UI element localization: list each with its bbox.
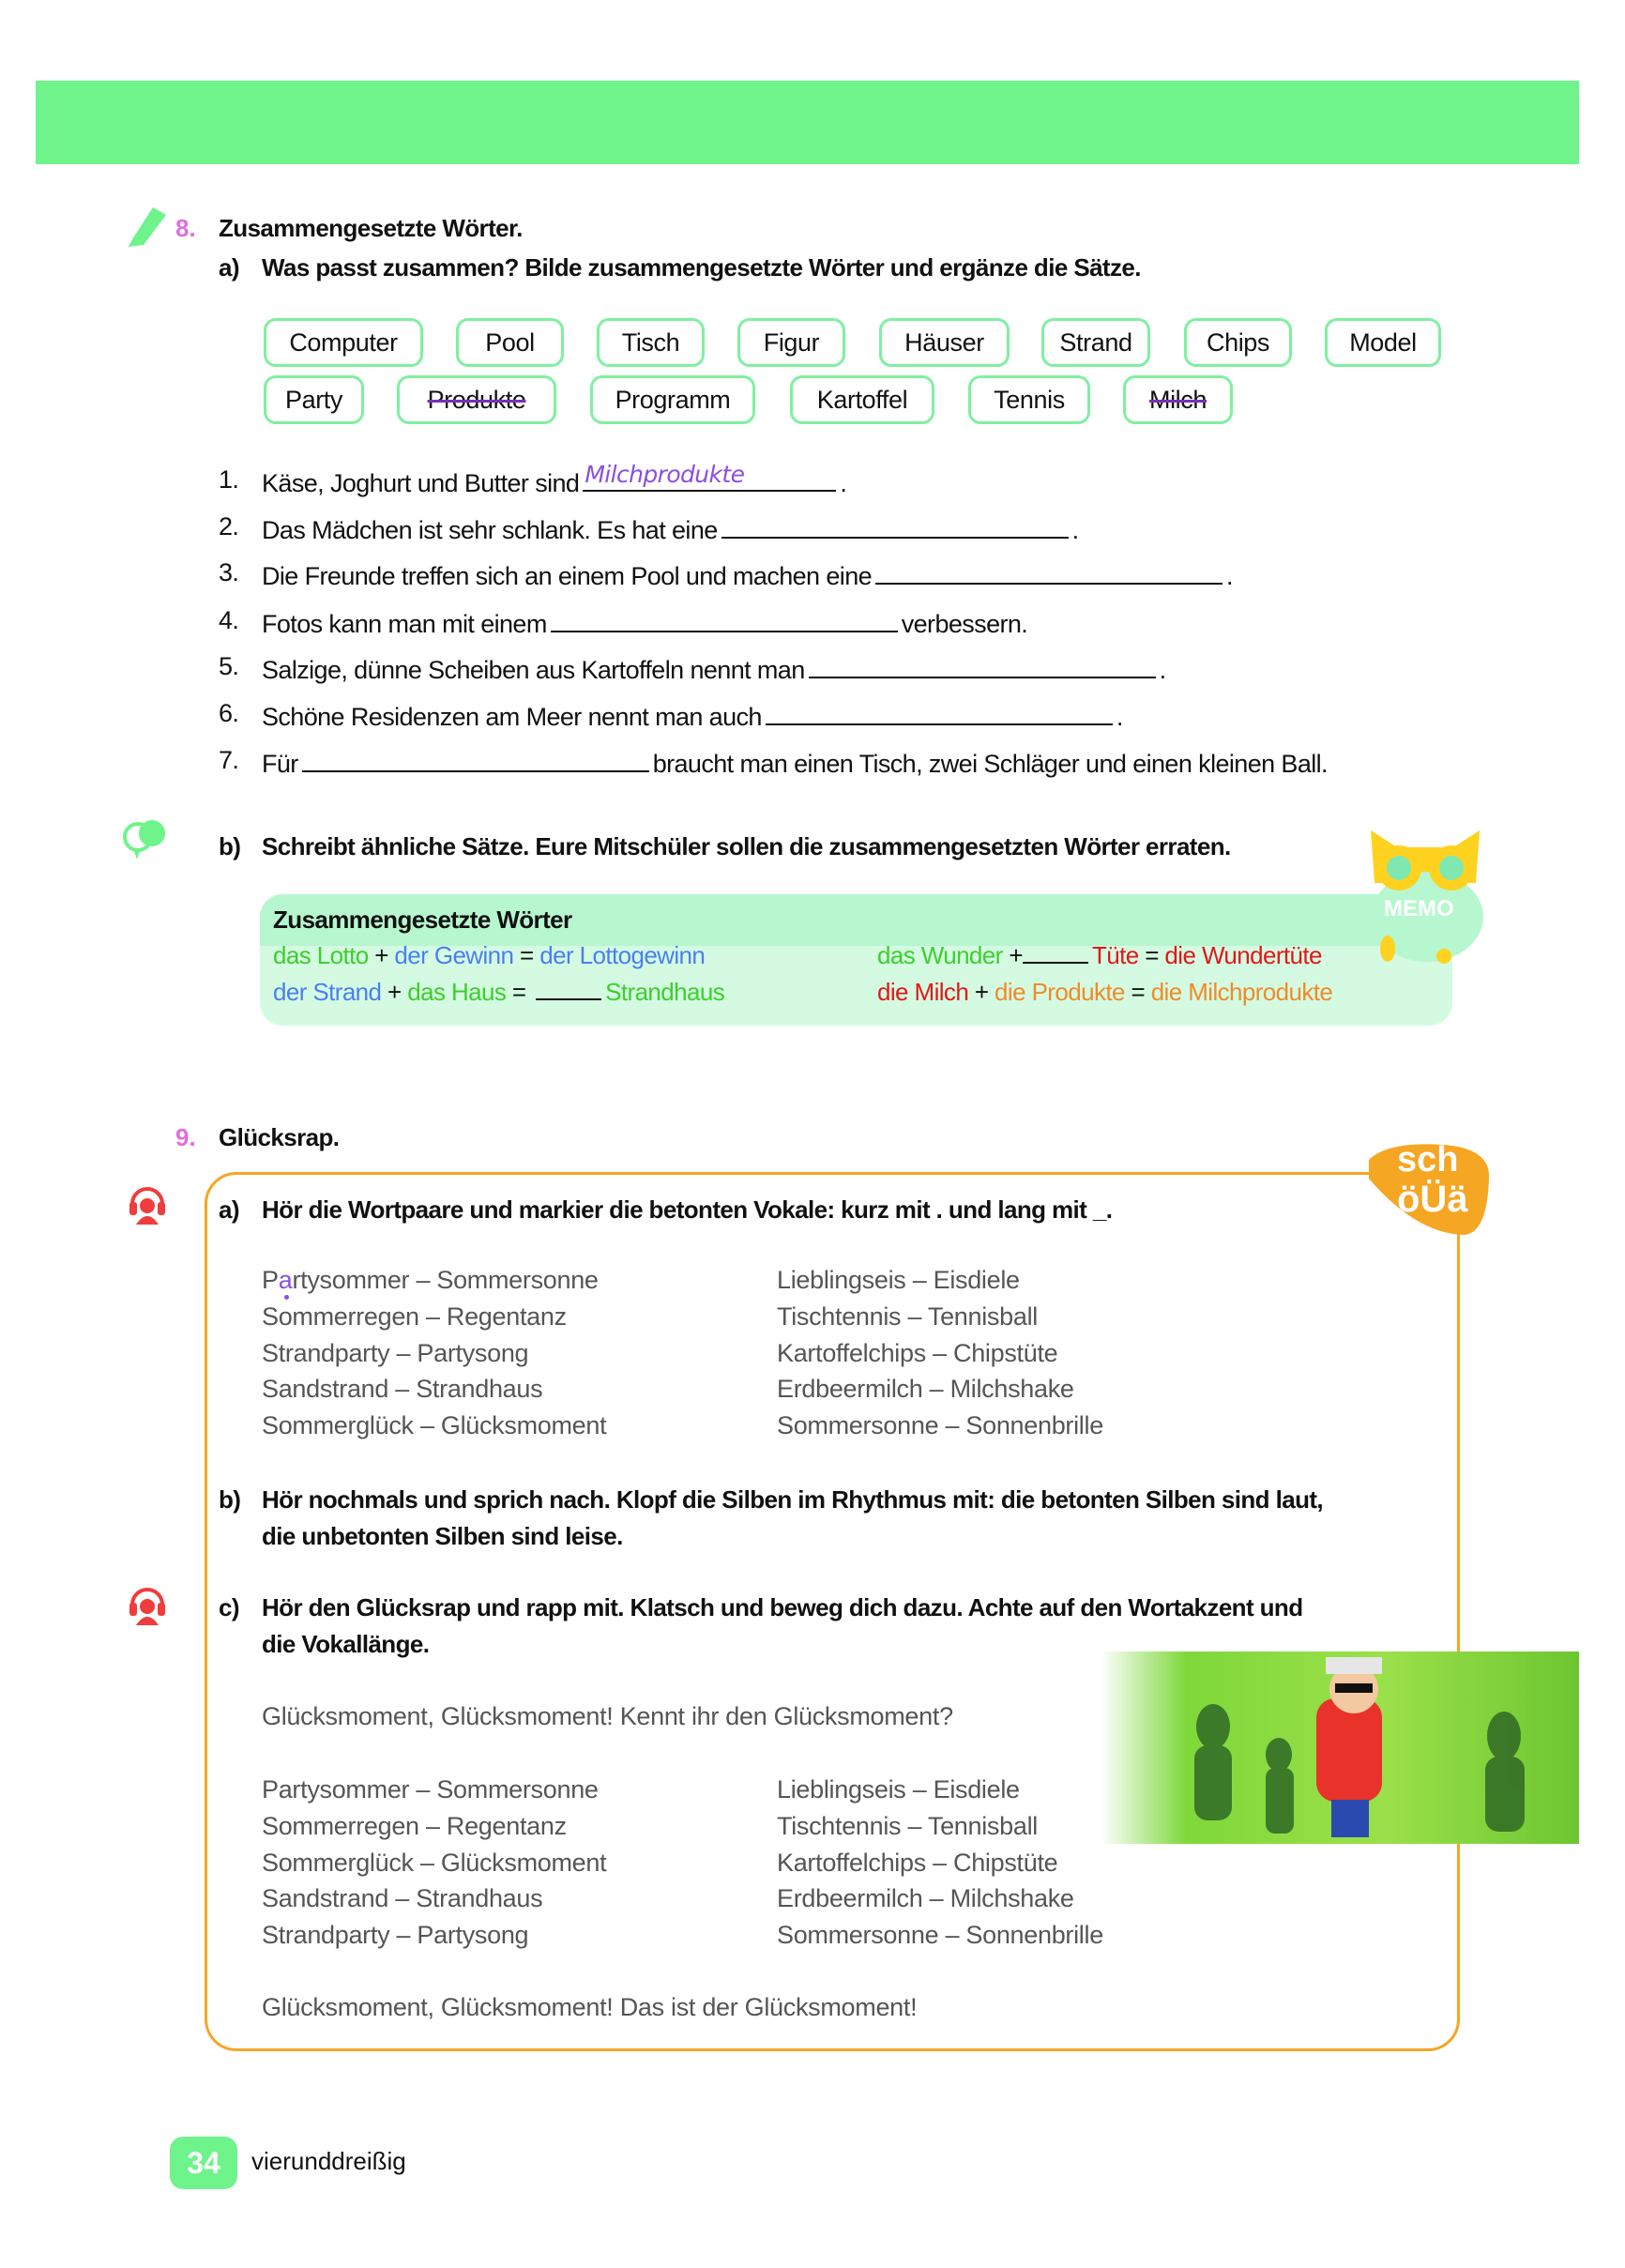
word-pair: Sandstrand – Strandhaus	[262, 1884, 543, 1913]
task-instruction: Hör die Wortpaare und markier die betonten Vokale: kurz mit . und lang mit _.	[262, 1195, 1113, 1224]
word-chip: Häuser	[879, 318, 1010, 367]
word-chip: Tisch	[597, 318, 705, 367]
task-label: a)	[219, 253, 239, 282]
task-instruction: Hör den Glücksrap und rapp mit. Klatsch und beweg dich dazu. Achte auf den Wortakzent und	[262, 1593, 1303, 1621]
headphones-icon[interactable]	[127, 1180, 168, 1226]
answer-blank[interactable]	[721, 512, 1069, 539]
word-chip: Programm	[590, 375, 755, 424]
memo-badge: MEMO	[1384, 896, 1454, 921]
sentence-number: 3.	[219, 558, 239, 586]
task-instruction: die unbetonten Silben sind leise.	[262, 1522, 623, 1550]
word-pair: Lieblingseis – Eisdiele	[777, 1266, 1020, 1294]
sentence-number: 4.	[219, 606, 239, 634]
word-chip: Figur	[737, 318, 845, 367]
word-pair: Partysommer – Sommersonne	[262, 1775, 599, 1804]
task-instruction: Hör nochmals und sprich nach. Klopf die Silben im Rhythmus mit: die betonten Silben sind laut,	[262, 1485, 1324, 1514]
word-pair: Sandstrand – Strandhaus	[262, 1375, 543, 1404]
word-pair: Sommerglück – Glücksmoment	[262, 1848, 607, 1877]
sentence-number: 2.	[219, 512, 239, 540]
sentence-number: 1.	[219, 465, 239, 494]
task-label: c)	[219, 1593, 239, 1621]
word-pair: Lieblingseis – Eisdiele	[777, 1775, 1020, 1804]
answer-blank[interactable]	[583, 461, 836, 492]
rap-illustration	[1101, 1652, 1579, 1844]
word-pair: Strandparty – Partysong	[262, 1921, 529, 1950]
exercise-number: 9.	[175, 1123, 196, 1151]
word-pair: Partysommer – Sommersonne	[262, 1266, 599, 1294]
handwritten-answer: Milchprodukte	[585, 461, 745, 488]
word-pair: Kartoffelchips – Chipstüte	[777, 1338, 1058, 1367]
answer-blank[interactable]	[875, 558, 1223, 585]
word-chip: Computer	[264, 318, 423, 367]
sentence-number: 6.	[219, 699, 239, 727]
vowel-mark: a	[278, 1266, 293, 1294]
memo-row: das Lotto + der Gewinn = der Lottogewinn	[273, 941, 706, 969]
pencil-icon	[125, 202, 170, 247]
word-chip: Party	[264, 375, 364, 424]
word-chip: Chips	[1184, 318, 1292, 367]
word-chip: Strand	[1041, 318, 1150, 367]
task-instruction: die Vokallänge.	[262, 1630, 430, 1658]
task-label: b)	[219, 832, 241, 860]
word-pair: Tischtennis – Tennisball	[777, 1811, 1038, 1840]
word-chip: Kartoffel	[790, 375, 934, 424]
word-chip: Tennis	[968, 375, 1090, 424]
word-chip: Milch	[1123, 375, 1233, 424]
word-pair: Sommerregen – Regentanz	[262, 1301, 567, 1331]
speech-bubbles-icon	[120, 818, 171, 861]
sound-badge: sch öÜä	[1359, 1141, 1493, 1237]
sentence: Das Mädchen ist sehr schlank. Es hat eine .	[262, 512, 1079, 545]
word-pair: Tischtennis – Tennisball	[777, 1301, 1038, 1331]
word-chip: Produkte	[397, 375, 556, 424]
answer-blank[interactable]	[809, 652, 1156, 678]
sentence-number: 5.	[219, 652, 239, 680]
sentence: Fotos kann man mit einem verbessern.	[262, 606, 1027, 639]
exercise-title: Glücksrap.	[219, 1123, 340, 1151]
task-instruction: Was passt zusammen? Bilde zusammengesetzte Wörter und ergänze die Sätze.	[262, 253, 1141, 282]
exercise-title: Zusammengesetzte Wörter.	[219, 214, 523, 242]
memo-box	[260, 894, 1452, 1026]
word-pair: Erdbeermilch – Milchshake	[777, 1375, 1074, 1404]
sentence: Salzige, dünne Scheiben aus Kartoffeln nennt man .	[262, 652, 1166, 685]
task-label: a)	[219, 1195, 239, 1224]
word-pair: Kartoffelchips – Chipstüte	[777, 1848, 1058, 1877]
word-pair: Sommersonne – Sonnenbrille	[777, 1921, 1103, 1950]
word-pair: Sommersonne – Sonnenbrille	[777, 1411, 1103, 1440]
header-banner	[36, 81, 1579, 164]
sentence-number: 7.	[219, 746, 239, 774]
page-number-word: vierunddreißig	[251, 2147, 406, 2175]
word-pair: Sommerregen – Regentanz	[262, 1811, 567, 1840]
memo-owl	[1359, 827, 1491, 964]
word-pair: Strandparty – Partysong	[262, 1338, 529, 1367]
sentence: Die Freunde treffen sich an einem Pool und machen eine .	[262, 558, 1233, 591]
word-chip: Pool	[456, 318, 564, 367]
answer-blank[interactable]	[766, 699, 1113, 725]
word-chip: Model	[1325, 318, 1441, 367]
rap-intro: Glücksmoment, Glücksmoment! Kennt ihr den Glücksmoment?	[262, 1702, 953, 1730]
sentence: Schöne Residenzen am Meer nennt man auch .	[262, 699, 1123, 732]
rap-outro: Glücksmoment, Glücksmoment! Das ist der Glücksmoment!	[262, 1993, 918, 2021]
answer-blank[interactable]	[302, 746, 649, 772]
memo-heading: Zusammengesetzte Wörter	[273, 906, 572, 934]
task-label: b)	[219, 1485, 241, 1514]
headphones-icon[interactable]	[127, 1580, 168, 1627]
sentence: Käse, Joghurt und Butter sind Milchprodukte .	[262, 461, 847, 497]
word-pair: Sommerglück – Glücksmoment	[262, 1411, 607, 1440]
sentence: Für braucht man einen Tisch, zwei Schläger und einen kleinen Ball.	[262, 746, 1328, 779]
word-pair: Erdbeermilch – Milchshake	[777, 1884, 1074, 1913]
memo-row: der Strand + das Haus = Strandhaus	[273, 978, 725, 1006]
task-instruction: Schreibt ähnliche Sätze. Eure Mitschüler sollen die zusammengesetzten Wörter erraten.	[262, 832, 1231, 860]
memo-row: die Milch + die Produkte = die Milchprodukte	[877, 978, 1333, 1006]
page-number: 34	[170, 2137, 237, 2189]
exercise-number: 8.	[175, 214, 196, 242]
answer-blank[interactable]	[551, 606, 898, 632]
memo-row: das Wunder + Tüte = die Wundertüte	[877, 941, 1322, 969]
